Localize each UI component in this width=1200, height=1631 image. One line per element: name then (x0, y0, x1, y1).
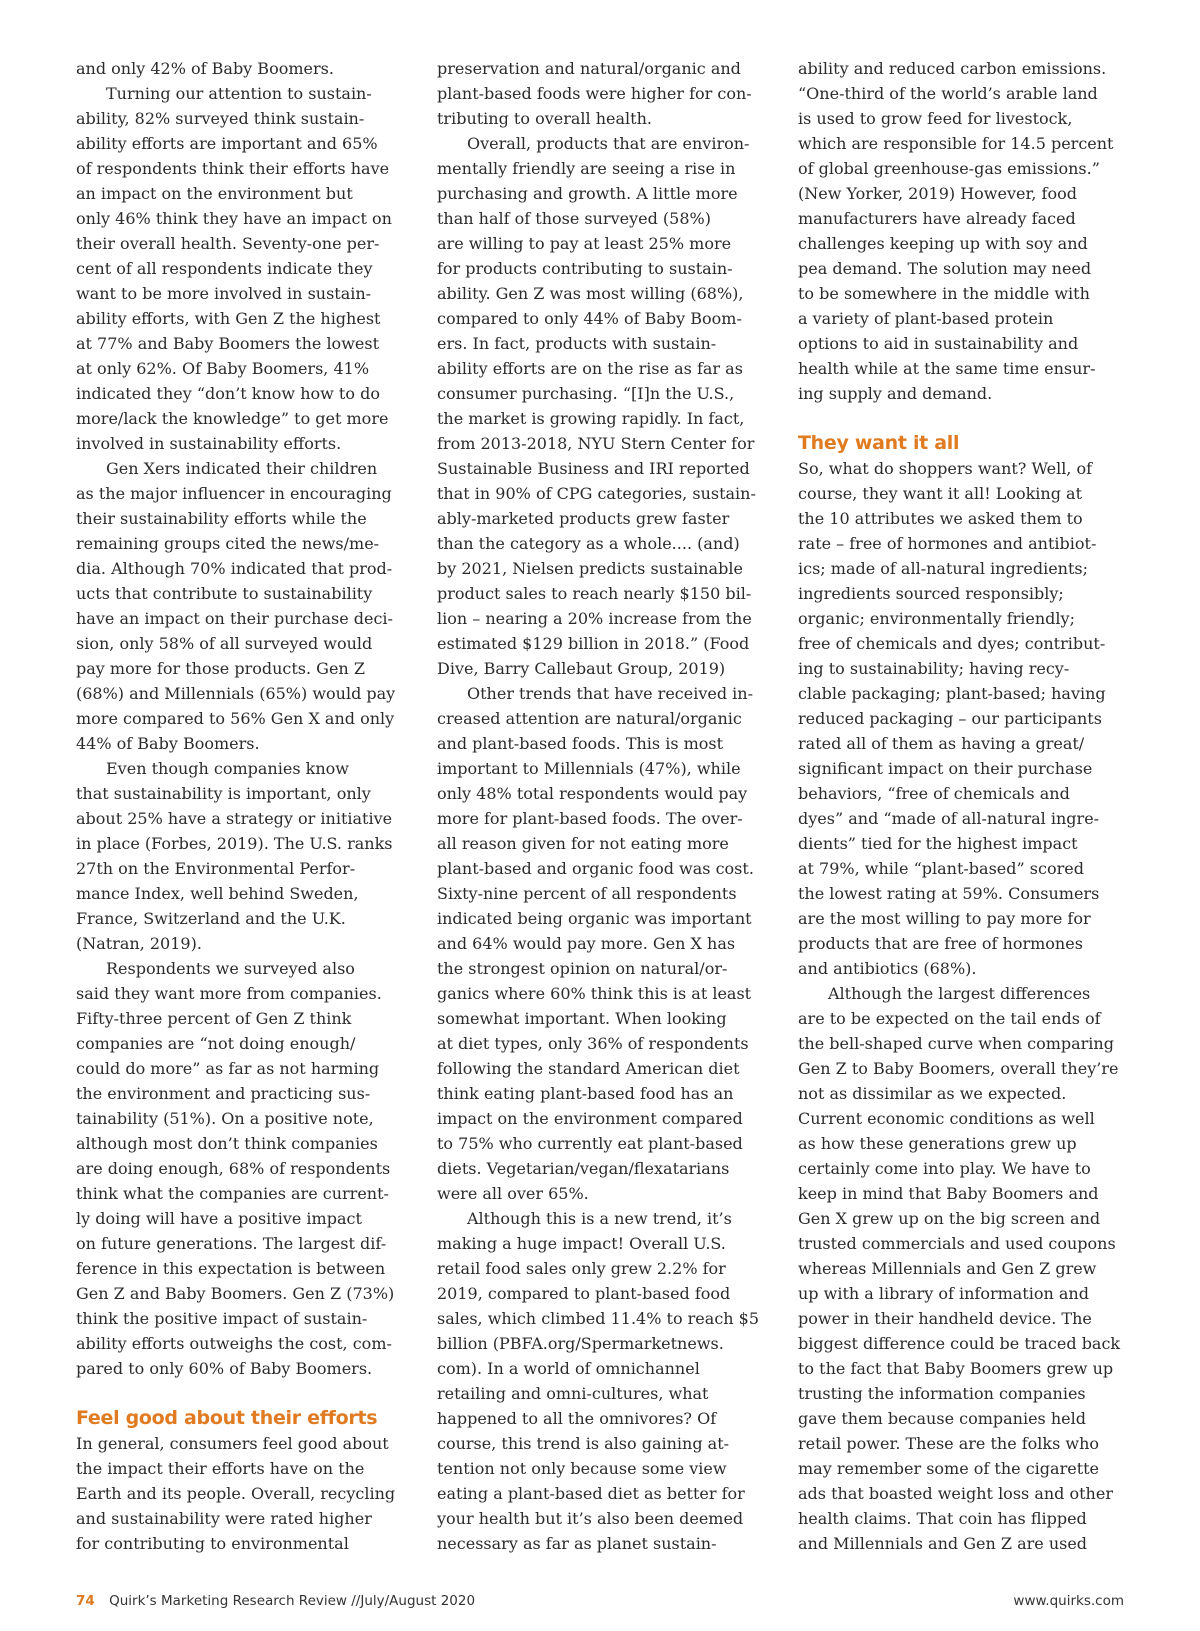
text-line: think the positive impact of sustain- (76, 1309, 368, 1328)
text-line: ers. In fact, products with sustain- (437, 334, 717, 353)
site-url: www.quirks.com (1013, 1593, 1124, 1609)
text-line: their sustainability efforts while the (76, 509, 367, 528)
text-line: course, they want it all! Looking at (798, 484, 1083, 503)
text-line: eating a plant-based diet as better for (437, 1484, 745, 1503)
text-line: as how these generations grew up (798, 1134, 1077, 1153)
text-line: ability efforts, with Gen Z the highest (76, 309, 381, 328)
text-line: tention not only because some view (437, 1459, 727, 1478)
text-line: at 77% and Baby Boomers the lowest (76, 334, 379, 353)
text-line: rate – free of hormones and antibiot- (798, 534, 1097, 553)
text-line: ability efforts are important and 65% (76, 134, 378, 153)
text-line: ably-marketed products grew faster (437, 509, 730, 528)
text-line: the strongest opinion on natural/or- (437, 959, 728, 978)
text-line: product sales to reach nearly $150 bil- (437, 584, 752, 603)
text-line: of global greenhouse-gas emissions.” (798, 159, 1100, 178)
text-line: about 25% have a strategy or initiative (76, 809, 393, 828)
text-line: tributing to overall health. (437, 109, 652, 128)
text-line: diets. Vegetarian/vegan/flexatarians (437, 1159, 730, 1178)
text-line: com). In a world of omnichannel (437, 1359, 700, 1378)
text-line: for contributing to environmental (76, 1534, 349, 1553)
text-line: ganics where 60% think this is at least (437, 984, 752, 1003)
text-line: not as dissimilar as we expected. (798, 1084, 1067, 1103)
text-line: the market is growing rapidly. In fact, (437, 409, 745, 428)
text-line: that in 90% of CPG categories, sustain- (437, 484, 756, 503)
text-line: to 75% who currently eat plant-based (437, 1134, 743, 1153)
text-line: your health but it’s also been deemed (437, 1509, 744, 1528)
text-line: ability efforts are on the rise as far as (437, 359, 743, 378)
text-line: on future generations. The largest dif- (76, 1234, 387, 1253)
page-footer (76, 1593, 1124, 1615)
text-line: following the standard American diet (437, 1059, 740, 1078)
text-line: may remember some of the cigarette (798, 1459, 1100, 1478)
text-line: dients” tied for the highest impact (798, 834, 1078, 853)
text-line: from 2013-2018, NYU Stern Center for (437, 434, 755, 453)
text-line: rated all of them as having a great/ (798, 734, 1085, 753)
text-line: said they want more from companies. (76, 984, 382, 1003)
text-line: to the fact that Baby Boomers grew up (798, 1359, 1114, 1378)
text-line: Earth and its people. Overall, recycling (76, 1484, 396, 1503)
text-line: happened to all the omnivores? Of (437, 1409, 717, 1428)
text-line: clable packaging; plant-based; having (798, 684, 1106, 703)
text-line: In general, consumers feel good about (76, 1434, 389, 1453)
text-line: all reason given for not eating more (437, 834, 729, 853)
text-line: creased attention are natural/organic (437, 709, 742, 728)
text-line: Current economic conditions as well (798, 1109, 1095, 1128)
text-line: gave them because companies held (798, 1409, 1086, 1428)
text-line: plant-based and organic food was cost. (437, 859, 754, 878)
text-line: making a huge impact! Overall U.S. (437, 1234, 726, 1253)
publication-title: Quirk’s Marketing Research Review //July/August 2020 (109, 1593, 476, 1609)
text-line: is used to grow feed for livestock, (798, 109, 1073, 128)
text-line: as the major influencer in encouraging (76, 484, 392, 503)
text-line: necessary as far as planet sustain- (437, 1534, 717, 1553)
text-line: 27th on the Environmental Perfor- (76, 859, 356, 878)
text-line: biggest difference could be traced back (798, 1334, 1121, 1353)
text-line: involved in sustainability efforts. (76, 434, 342, 453)
text-line: indicated being organic was important (437, 909, 752, 928)
text-line: Turning our attention to sustain- (106, 84, 372, 103)
text-line: challenges keeping up with soy and (798, 234, 1088, 253)
text-line: and sustainability were rated higher (76, 1509, 372, 1528)
text-line: sales, which climbed 11.4% to reach $5 (437, 1309, 760, 1328)
text-line: Gen Xers indicated their children (106, 459, 378, 478)
text-line: plant-based foods were higher for con- (437, 84, 752, 103)
text-line: Gen Z to Baby Boomers, overall they’re (798, 1059, 1119, 1078)
text-line: more/lack the knowledge” to get more (76, 409, 389, 428)
text-line: power in their handheld device. The (798, 1309, 1092, 1328)
text-line: dyes” and “made of all-natural ingre- (798, 809, 1100, 828)
text-line: only 48% total respondents would pay (437, 784, 748, 803)
text-line: their overall health. Seventy-one per- (76, 234, 380, 253)
text-line: than the category as a whole.... (and) (437, 534, 740, 553)
text-line: impact on the environment compared (437, 1109, 743, 1128)
text-line: are doing enough, 68% of respondents (76, 1159, 391, 1178)
text-line: the bell-shaped curve when comparing (798, 1034, 1114, 1053)
text-line: cent of all respondents indicate they (76, 259, 373, 278)
text-line: a variety of plant-based protein (798, 309, 1054, 328)
text-line: free of chemicals and dyes; contribut- (798, 634, 1106, 653)
article-column-3 (798, 56, 1125, 1556)
text-line: think what the companies are current- (76, 1184, 389, 1203)
text-line: at diet types, only 36% of respondents (437, 1034, 749, 1053)
text-line: significant impact on their purchase (798, 759, 1093, 778)
text-line: the lowest rating at 59%. Consumers (798, 884, 1100, 903)
text-line: dia. Although 70% indicated that prod- (76, 559, 393, 578)
text-line: tainability (51%). On a positive note, (76, 1109, 374, 1128)
text-line: and Millennials and Gen Z are used (798, 1534, 1088, 1553)
text-line: trusted commercials and used coupons (798, 1234, 1116, 1253)
text-line: Sustainable Business and IRI reported (437, 459, 750, 478)
text-line: ability efforts outweighs the cost, com- (76, 1334, 392, 1353)
text-line: an impact on the environment but (76, 184, 353, 203)
text-line: and 64% would pay more. Gen X has (437, 934, 736, 953)
text-line: that sustainability is important, only (76, 784, 371, 803)
text-line: although most don’t think companies (76, 1134, 378, 1153)
text-line: and plant-based foods. This is most (437, 734, 724, 753)
text-line: important to Millennials (47%), while (437, 759, 741, 778)
text-line: remaining groups cited the news/me- (76, 534, 380, 553)
text-line: consumer purchasing. “[I]n the U.S., (437, 384, 735, 403)
text-line: pea demand. The solution may need (798, 259, 1092, 278)
text-line: mentally friendly are seeing a rise in (437, 159, 736, 178)
text-line: want to be more involved in sustain- (76, 284, 372, 303)
text-line: ing to sustainability; having recy- (798, 659, 1070, 678)
text-line: estimated $129 billion in 2018.” (Food (437, 634, 750, 653)
text-line: more for plant-based foods. The over- (437, 809, 743, 828)
text-line: ability. Gen Z was most willing (68%), (437, 284, 744, 303)
text-line: retail food sales only grew 2.2% for (437, 1259, 726, 1278)
text-line: of respondents think their efforts have (76, 159, 390, 178)
section-heading: Feel good about their efforts (76, 1407, 378, 1429)
text-line: Although this is a new trend, it’s (467, 1209, 732, 1228)
text-line: the environment and practicing sus- (76, 1084, 371, 1103)
text-line: lion – nearing a 20% increase from the (437, 609, 752, 628)
text-line: are the most willing to pay more for (798, 909, 1091, 928)
text-line: are willing to pay at least 25% more (437, 234, 732, 253)
text-line: in place (Forbes, 2019). The U.S. ranks (76, 834, 393, 853)
text-line: think eating plant-based food has an (437, 1084, 734, 1103)
text-line: Dive, Barry Callebaut Group, 2019) (437, 659, 726, 678)
text-line: and only 42% of Baby Boomers. (76, 59, 334, 78)
text-line: course, this trend is also gaining at- (437, 1434, 730, 1453)
text-line: 2019, compared to plant-based food (437, 1284, 731, 1303)
text-line: up with a library of information and (798, 1284, 1089, 1303)
text-line: are to be expected on the tail ends of (798, 1009, 1101, 1028)
text-line: certainly come into play. We have to (798, 1159, 1091, 1178)
text-line: sion, only 58% of all surveyed would (76, 634, 373, 653)
text-line: manufacturers have already faced (798, 209, 1076, 228)
text-line: preservation and natural/organic and (437, 59, 741, 78)
text-line: the impact their efforts have on the (76, 1459, 365, 1478)
text-line: keep in mind that Baby Boomers and (798, 1184, 1099, 1203)
text-line: ing supply and demand. (798, 384, 993, 403)
article-column-2 (437, 56, 764, 1556)
text-line: (Natran, 2019). (76, 934, 202, 953)
text-line: by 2021, Nielsen predicts sustainable (437, 559, 743, 578)
text-line: Overall, products that are environ- (467, 134, 750, 153)
text-line: (68%) and Millennials (65%) would pay (76, 684, 396, 703)
text-line: ucts that contribute to sustainability (76, 584, 373, 603)
text-line: pay more for those products. Gen Z (76, 659, 365, 678)
text-line: retail power. These are the folks who (798, 1434, 1100, 1453)
text-line: only 46% think they have an impact on (76, 209, 392, 228)
text-line: Sixty-nine percent of all respondents (437, 884, 737, 903)
text-line: Gen X grew up on the big screen and (798, 1209, 1101, 1228)
text-line: whereas Millennials and Gen Z grew (798, 1259, 1097, 1278)
text-line: could do more” as far as not harming (76, 1059, 380, 1078)
section-heading: They want it all (798, 432, 960, 454)
text-line: France, Switzerland and the U.K. (76, 909, 346, 928)
text-line: ads that boasted weight loss and other (798, 1484, 1113, 1503)
text-line: mance Index, well behind Sweden, (76, 884, 359, 903)
text-line: than half of those surveyed (58%) (437, 209, 711, 228)
text-line: and antibiotics (68%). (798, 959, 977, 978)
text-line: Respondents we surveyed also (106, 959, 355, 978)
text-line: companies are “not doing enough/ (76, 1034, 356, 1053)
text-line: pared to only 60% of Baby Boomers. (76, 1359, 373, 1378)
text-line: for products contributing to sustain- (437, 259, 733, 278)
text-line: behaviors, “free of chemicals and (798, 784, 1070, 803)
text-line: Gen Z and Baby Boomers. Gen Z (73%) (76, 1284, 395, 1303)
text-line: the 10 attributes we asked them to (798, 509, 1083, 528)
text-line: ability, 82% surveyed think sustain- (76, 109, 365, 128)
text-line: at 79%, while “plant-based” scored (798, 859, 1084, 878)
text-line: ability and reduced carbon emissions. (798, 59, 1107, 78)
text-line: health while at the same time ensur- (798, 359, 1096, 378)
text-line: Other trends that have received in- (467, 684, 753, 703)
paragraph-gap (76, 1381, 403, 1406)
text-line: ly doing will have a positive impact (76, 1209, 362, 1228)
paragraph-gap (798, 406, 1125, 431)
text-line: ingredients sourced responsibly; (798, 584, 1064, 603)
text-line: compared to only 44% of Baby Boom- (437, 309, 742, 328)
text-line: which are responsible for 14.5 percent (798, 134, 1114, 153)
article-column-1 (76, 56, 403, 1556)
text-line: products that are free of hormones (798, 934, 1083, 953)
text-line: 44% of Baby Boomers. (76, 734, 260, 753)
text-line: reduced packaging – our participants (798, 709, 1102, 728)
text-line: organic; environmentally friendly; (798, 609, 1075, 628)
text-line: health claims. That coin has flipped (798, 1509, 1087, 1528)
text-line: at only 62%. Of Baby Boomers, 41% (76, 359, 370, 378)
text-line: were all over 65%. (437, 1184, 589, 1203)
text-line: (New Yorker, 2019) However, food (798, 184, 1077, 203)
text-line: retailing and omni-cultures, what (437, 1384, 709, 1403)
text-line: billion (PBFA.org/Spermarketnews. (437, 1334, 724, 1353)
text-line: to be somewhere in the middle with (798, 284, 1090, 303)
text-line: “One-third of the world’s arable land (798, 84, 1098, 103)
text-line: Fifty-three percent of Gen Z think (76, 1009, 352, 1028)
text-line: somewhat important. When looking (437, 1009, 727, 1028)
text-line: purchasing and growth. A little more (437, 184, 738, 203)
text-line: Even though companies know (106, 759, 349, 778)
text-line: options to aid in sustainability and (798, 334, 1079, 353)
text-line: indicated they “don’t know how to do (76, 384, 380, 403)
text-line: ference in this expectation is between (76, 1259, 386, 1278)
page-number: 74 (76, 1593, 95, 1609)
text-line: more compared to 56% Gen X and only (76, 709, 395, 728)
text-line: So, what do shoppers want? Well, of (798, 459, 1093, 478)
text-line: have an impact on their purchase deci- (76, 609, 393, 628)
text-line: trusting the information companies (798, 1384, 1086, 1403)
text-line: Although the largest differences (828, 984, 1091, 1003)
text-line: ics; made of all-natural ingredients; (798, 559, 1089, 578)
